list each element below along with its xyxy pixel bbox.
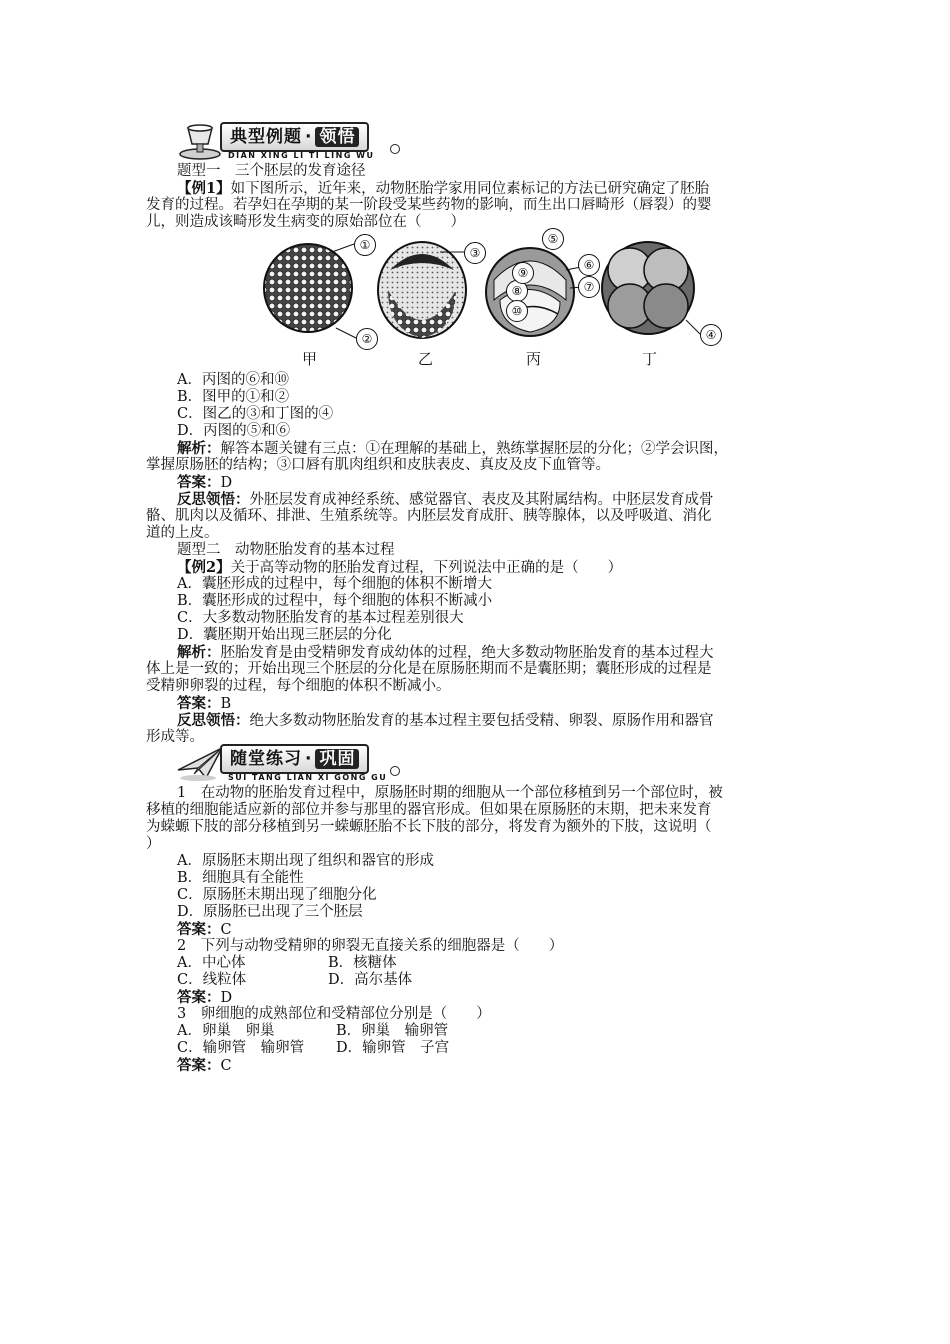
example2-question [177, 559, 622, 577]
banner-title-highlight: 巩固 [315, 749, 359, 769]
marker-1: ① [354, 234, 376, 256]
example1-analysis-line1 [177, 440, 728, 458]
analysis-label: 解析： [177, 644, 221, 661]
q1-option-c: C．原肠胚末期出现了细胞分化 [177, 887, 377, 903]
embryo-figure [260, 230, 730, 370]
q1-option-d: D．原肠胚已出现了三个胚层 [177, 904, 363, 920]
marker-9: ⑨ [512, 262, 534, 284]
section-banner-practice [176, 742, 406, 784]
q2-option-b: B．核糖体 [328, 955, 397, 971]
figure-label-jia: 甲 [302, 350, 318, 368]
reflection-label: 反思领悟： [177, 712, 250, 729]
answer-value: C [220, 1058, 232, 1074]
example2-option-b: B．囊胚形成的过程中，每个细胞的体积不断减小 [177, 593, 493, 609]
banner-title: 典型例题 · 领悟 [220, 122, 369, 152]
answer-value: C [220, 922, 232, 938]
q1-option-b: B．细胞具有全能性 [177, 870, 304, 886]
q3-option-a: A．卵巢 卵巢 [177, 1023, 275, 1039]
text: 如下图所示，近年来，动物胚胎学家用同位素标记的方法已研究确定了胚胎 [230, 181, 710, 197]
q1-answer [177, 921, 232, 939]
q3-question: 3 卵细胞的成熟部位和受精部位分别是（ ） [177, 1006, 491, 1022]
example2-analysis-line3: 受精卵卵裂的过程，每个细胞的体积不断减小。 [146, 678, 451, 694]
example1-question-line1 [177, 180, 709, 198]
trophy-icon [176, 120, 222, 160]
marker-7: ⑦ [578, 276, 600, 298]
reflection-label: 反思领悟： [177, 491, 250, 508]
answer-label: 答案： [177, 1057, 221, 1074]
figure-label-ding: 丁 [642, 350, 658, 368]
section-heading-type1: 题型一 三个胚层的发育途径 [177, 163, 366, 179]
ring-decoration [390, 766, 400, 776]
banner-title: 随堂练习 · 巩固 [220, 744, 369, 774]
example2-reflection-line2: 形成等。 [146, 729, 204, 745]
morula-shape [264, 244, 352, 332]
text: 外胚层发育成神经系统、感觉器官、表皮及其附属结构。中胚层发育成骨 [249, 492, 714, 508]
section-heading-type2: 题型二 动物胚胎发育的基本过程 [177, 542, 395, 558]
marker-6: ⑥ [578, 254, 600, 276]
banner-title-main: 典型例题 [230, 127, 302, 147]
example1-answer [177, 474, 232, 492]
example1-reflection-line3: 道的上皮。 [146, 525, 219, 541]
figure-label-yi: 乙 [418, 350, 434, 368]
example1-question-line2: 发育的过程。若孕妇在孕期的某一阶段受某些药物的影响，而生出口唇畸形（唇裂）的婴 [146, 197, 712, 213]
example-tag: 【例1】 [177, 180, 231, 197]
q2-option-d: D．高尔基体 [328, 972, 413, 988]
example1-reflection-line1 [177, 491, 714, 509]
answer-value: B [220, 696, 232, 712]
answer-label: 答案： [177, 695, 221, 712]
embryo-illustration [260, 230, 730, 370]
answer-value: D [220, 475, 233, 491]
example1-option-c: C．图乙的③和丁图的④ [177, 406, 334, 422]
q2-answer [177, 989, 232, 1007]
q3-answer [177, 1057, 232, 1075]
ring-decoration [390, 144, 400, 154]
answer-value: D [220, 990, 233, 1006]
example2-analysis-line1 [177, 644, 714, 662]
marker-4: ④ [700, 324, 722, 346]
example1-question-line3: 儿，则造成该畸形发生病变的原始部位在（ ） [146, 214, 465, 230]
figure-label-bing: 丙 [526, 350, 542, 368]
banner-pinyin: SUI TANG LIAN XI GONG GU [228, 773, 388, 782]
example2-option-c: C．大多数动物胚胎发育的基本过程差别很大 [177, 610, 464, 626]
q3-option-c: C．输卵管 输卵管 [177, 1040, 305, 1056]
q3-option-b: B．卵巢 输卵管 [336, 1023, 449, 1039]
marker-10: ⑩ [506, 300, 528, 322]
example1-reflection-line2: 骼、肌肉以及循环、排泄、生殖系统等。内胚层发育成肝、胰等腺体，以及呼吸道、消化 [146, 508, 712, 524]
marker-2: ② [356, 328, 378, 350]
banner-title-highlight: 领悟 [315, 127, 359, 147]
q1-line3: 为蝾螈下肢的部分移植到另一蝾螈胚胎不长下肢的部分，将发育为额外的下肢，这说明（ [146, 819, 712, 835]
example1-analysis-line2: 掌握原肠胚的结构；③口唇有肌肉组织和皮肤表皮、真皮及皮下血管等。 [146, 457, 610, 473]
text: 绝大多数动物胚胎发育的基本过程主要包括受精、卵裂、原肠作用和器官 [249, 713, 714, 729]
example-tag: 【例2】 [177, 559, 231, 576]
q2-option-c: C．线粒体 [177, 972, 247, 988]
marker-8: ⑧ [506, 280, 528, 302]
text: 关于高等动物的胚胎发育过程，下列说法中正确的是（ ） [230, 560, 623, 576]
banner-title-main: 随堂练习 [230, 749, 302, 769]
text: 胚胎发育是由受精卵发育成幼体的过程，绝大多数动物胚胎发育的基本过程大 [220, 645, 714, 661]
section-banner-examples [176, 120, 406, 162]
example2-reflection-line1 [177, 712, 714, 730]
example2-option-a: A．囊胚形成的过程中，每个细胞的体积不断增大 [177, 576, 492, 592]
answer-label: 答案： [177, 921, 221, 938]
q3-option-d: D．输卵管 子宫 [336, 1040, 450, 1056]
q1-line4: ） [146, 836, 161, 852]
text: 解答本题关键有三点：①在理解的基础上，熟练掌握胚层的分化；②学会识图， [220, 441, 728, 457]
q1-line2: 移植的细胞能适应新的部位并参与那里的器官形成。但如果在原肠胚的末期，把未来发育 [146, 802, 712, 818]
answer-label: 答案： [177, 474, 221, 491]
q2-question: 2 下列与动物受精卵的卵裂无直接关系的细胞器是（ ） [177, 938, 564, 954]
paper-plane-icon [176, 742, 226, 782]
marker-5: ⑤ [542, 228, 564, 250]
example1-option-b: B．图甲的①和② [177, 389, 290, 405]
analysis-label: 解析： [177, 440, 221, 457]
example2-analysis-line2: 体上是一致的；开始出现三个胚层的分化是在原肠胚期而不是囊胚期；囊胚形成的过程是 [146, 661, 712, 677]
q1-line1: 1 在动物的胚胎发育过程中，原肠胚时期的细胞从一个部位移植到另一个部位时，被 [177, 785, 723, 801]
example2-option-d: D．囊胚期开始出现三胚层的分化 [177, 627, 392, 643]
q1-option-a: A．原肠胚末期出现了组织和器官的形成 [177, 853, 434, 869]
banner-pinyin: DIAN XING LI TI LING WU [228, 151, 375, 160]
example1-option-d: D．丙图的⑤和⑥ [177, 423, 291, 439]
answer-label: 答案： [177, 989, 221, 1006]
q2-option-a: A．中心体 [177, 955, 246, 971]
example2-answer [177, 695, 231, 713]
marker-3: ③ [464, 242, 486, 264]
example1-option-a: A．丙图的⑥和⑩ [177, 372, 289, 388]
